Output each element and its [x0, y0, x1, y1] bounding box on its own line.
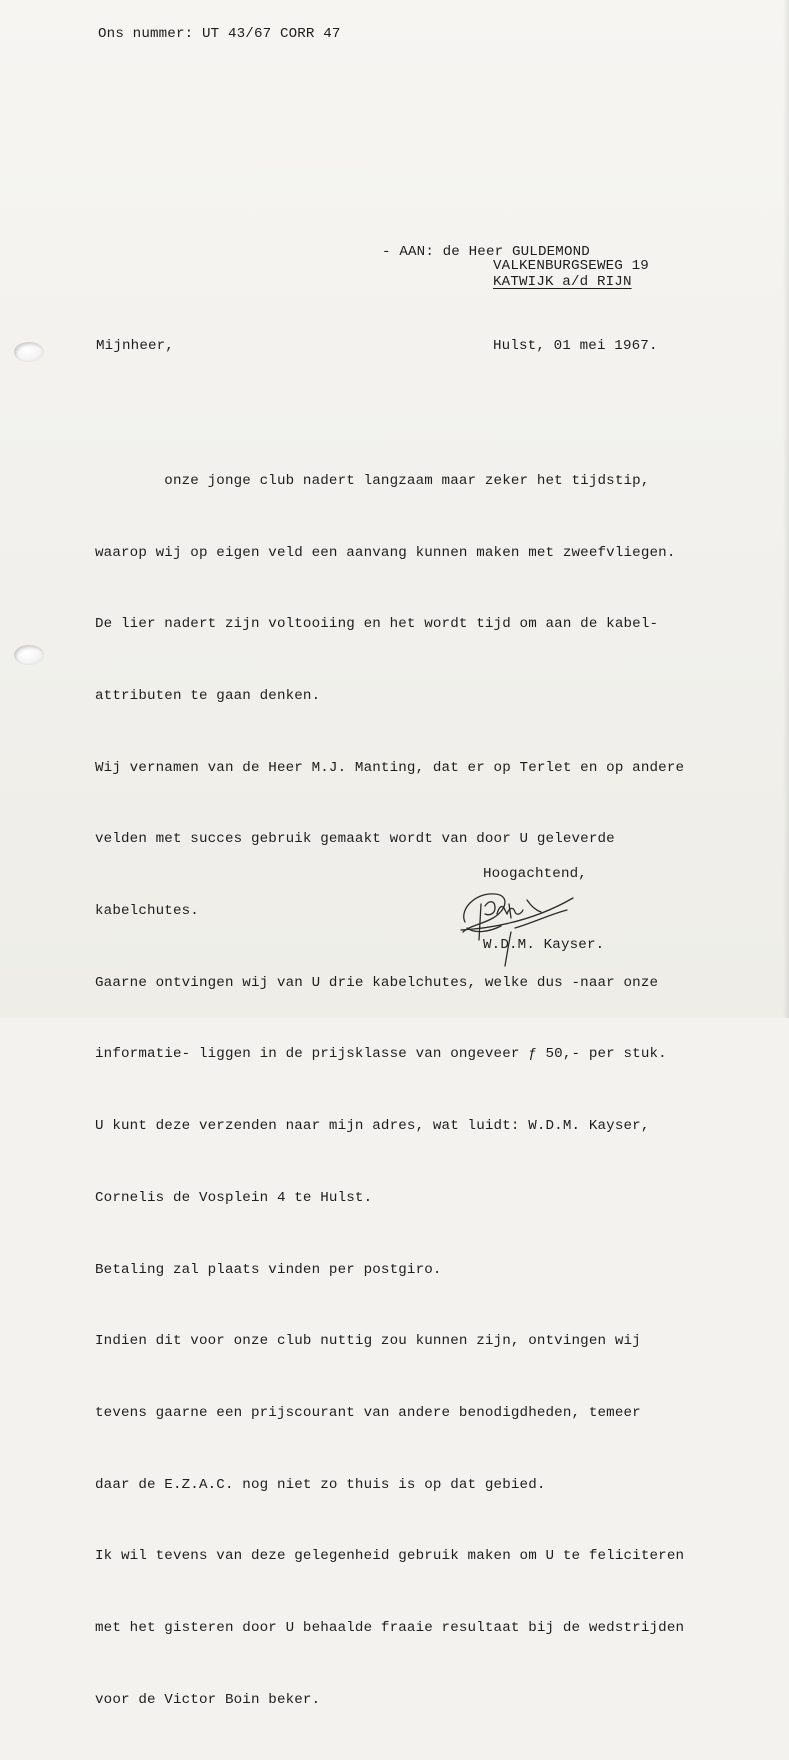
place-date: Hulst, 01 mei 1967.: [493, 338, 658, 354]
punch-hole-bottom: [14, 645, 44, 665]
body-line: voor de Victor Boin beker.: [95, 1691, 321, 1708]
body-line: waarop wij op eigen veld een aanvang kunnen maken met zweefvliegen.: [95, 544, 676, 561]
page-edge-shadow: [783, 0, 789, 1018]
body-line: velden met succes gebruik gemaakt wordt van door U geleverde: [95, 831, 615, 848]
body-line: Wij vernamen van de Heer M.J. Manting, dat er op Terlet en op andere: [95, 759, 685, 776]
body-line: Cornelis de Vosplein 4 te Hulst.: [95, 1189, 373, 1206]
body-line: Ik wil tevens van deze gelegenheid gebruik maken om U te feliciteren: [95, 1548, 685, 1565]
letter-body: [95, 422, 715, 1760]
recipient-label: - AAN: de Heer GULDEMOND: [382, 244, 590, 260]
body-line: Betaling zal plaats vinden per postgiro.: [95, 1261, 442, 1278]
reference-number: Ons nummer: UT 43/67 CORR 47: [98, 26, 341, 42]
body-line: Gaarne ontvingen wij van U drie kabelchutes, welke dus -naar onze: [95, 974, 659, 991]
closing: Hoogachtend,: [483, 866, 587, 882]
body-line: tevens gaarne een prijscourant van andere benodigdheden, temeer: [95, 1404, 641, 1421]
body-line: met het gisteren door U behaalde fraaie resultaat bij de wedstrijden: [95, 1620, 685, 1637]
signer-name: W.D.M. Kayser.: [483, 937, 605, 953]
body-line: Indien dit voor onze club nuttig zou kunnen zijn, ontvingen wij: [95, 1333, 641, 1350]
body-line: De lier nadert zijn voltooiing en het wordt tijd om aan de kabel-: [95, 616, 659, 633]
recipient-city: KATWIJK a/d RIJN: [493, 274, 632, 290]
body-line: informatie- liggen in de prijsklasse van ongeveer ƒ 50,- per stuk.: [95, 1046, 667, 1063]
punch-hole-top: [14, 342, 44, 362]
recipient-street: VALKENBURGSEWEG 19: [493, 258, 649, 274]
salutation: Mijnheer,: [96, 338, 174, 354]
body-line: U kunt deze verzenden naar mijn adres, wat luidt: W.D.M. Kayser,: [95, 1118, 650, 1135]
body-line: daar de E.Z.A.C. nog niet zo thuis is op dat gebied.: [95, 1476, 546, 1493]
body-line: onze jonge club nadert langzaam maar zeker het tijdstip,: [95, 472, 650, 489]
body-line: kabelchutes.: [95, 903, 199, 920]
body-line: attributen te gaan denken.: [95, 687, 321, 704]
